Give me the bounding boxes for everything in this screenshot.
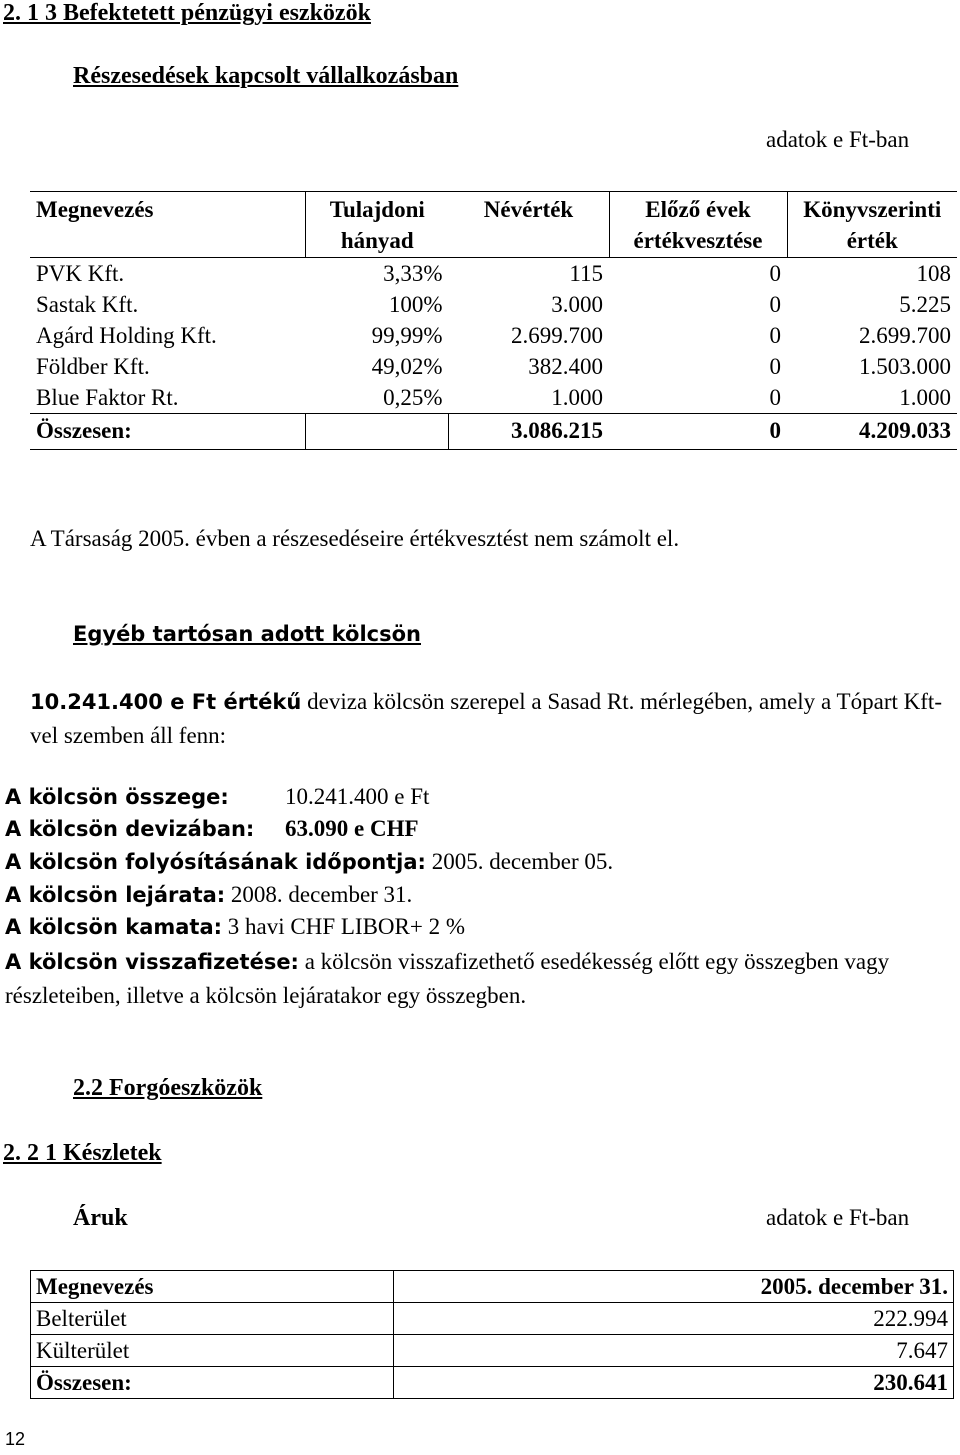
cell-book-value: 5.225 (899, 292, 951, 317)
table-row (30, 289, 957, 320)
cell-name: Földber Kft. (36, 354, 150, 379)
table-row (30, 258, 957, 290)
loan-interest-label: A kölcsön kamata: (5, 915, 223, 939)
page-number: 12 (5, 1429, 26, 1449)
loan-disbursement-line (5, 846, 613, 878)
unit-note: adatok e Ft-ban (766, 127, 910, 152)
table-row (31, 1335, 954, 1367)
impairment-note: A Társaság 2005. évben a részesedéseire értékvesztést nem számolt el. (30, 526, 680, 551)
loan-disbursement-label: A kölcsön folyósításának időpontja: (5, 850, 426, 874)
header-nominal: Névérték (449, 192, 610, 258)
loan-maturity-line (5, 879, 412, 911)
header-book-value: Könyvszerinti érték (787, 192, 957, 258)
table-row (30, 320, 957, 351)
participations-table (30, 191, 957, 450)
goods-total-value: 230.641 (393, 1367, 953, 1399)
cell-nominal: 1.000 (551, 385, 603, 410)
loan-intro-amount: 10.241.400 e Ft értékű (30, 690, 302, 714)
cell-name: PVK Kft. (36, 261, 125, 286)
table-row (31, 1303, 954, 1335)
cell-book-value: 2.699.700 (859, 323, 951, 348)
loan-amount-label: A kölcsön összege: (5, 785, 229, 809)
loan-maturity-label: A kölcsön lejárata: (5, 883, 226, 907)
current-assets-title: 2.2 Forgóeszközök (73, 1075, 263, 1101)
cell-nominal: 115 (569, 261, 603, 286)
loan-currency-label: A kölcsön devizában: (5, 817, 255, 841)
loan-repayment-label: A kölcsön visszafizetése: (5, 950, 299, 974)
cell-nominal: 3.000 (551, 292, 603, 317)
goods-header-name: Megnevezés (31, 1271, 394, 1303)
loan-currency-value: 63.090 e CHF (285, 816, 419, 841)
goods-cell-value: 7.647 (393, 1335, 953, 1367)
goods-title: Áruk (73, 1205, 128, 1231)
goods-total-label: Összesen: (31, 1367, 394, 1399)
cell-name: Blue Faktor Rt. (36, 385, 179, 410)
total-impairment: 0 (609, 414, 787, 450)
cell-book-value: 108 (916, 261, 951, 286)
cell-nominal: 382.400 (528, 354, 603, 379)
cell-share: 99,99% (371, 323, 443, 348)
loan-disbursement-value: 2005. december 05. (425, 849, 614, 874)
cell-nominal: 2.699.700 (511, 323, 603, 348)
loan-repayment-value: a kölcsön visszafizethető esedékesség előtt egy összegben vagy részleteiben, illetve a kölcsön lejáratakor egy összegben. (5, 949, 890, 1008)
cell-name: Agárd Holding Kft. (36, 323, 217, 348)
inventory-title: 2. 2 1 Készletek (3, 1140, 162, 1166)
loan-interest-line (5, 911, 465, 943)
total-share (306, 414, 449, 450)
loan-title: Egyéb tartósan adott kölcsön (73, 622, 421, 646)
loan-interest-value: 3 havi CHF LIBOR+ 2 % (222, 914, 466, 939)
cell-impairment: 0 (769, 385, 781, 410)
header-name: Megnevezés (30, 192, 306, 258)
table-row (30, 382, 957, 414)
cell-impairment: 0 (769, 261, 781, 286)
cell-share: 3,33% (383, 261, 443, 286)
header-prior-impairment: Előző évek értékvesztése (609, 192, 787, 258)
table-total-row (30, 414, 957, 450)
loan-maturity-value: 2008. december 31. (225, 882, 413, 907)
goods-cell-name: Külterület (31, 1335, 394, 1367)
subsection-title: Részesedések kapcsolt vállalkozásban (73, 63, 459, 89)
loan-currency-line (5, 813, 419, 845)
section-title: 2. 1 3 Befektetett pénzügyi eszközök (3, 0, 371, 26)
goods-cell-name: Belterület (31, 1303, 394, 1335)
loan-repayment (5, 945, 945, 1012)
goods-header-date: 2005. december 31. (393, 1271, 953, 1303)
goods-total-row (31, 1367, 954, 1399)
total-book-value: 4.209.033 (787, 414, 957, 450)
goods-cell-value: 222.994 (393, 1303, 953, 1335)
cell-share: 0,25% (383, 385, 443, 410)
goods-table (30, 1270, 954, 1399)
loan-intro (30, 685, 942, 752)
loan-intro-text: deviza kölcsön szerepel a Sasad Rt. mérlegében, amely a Tópart Kft-vel szemben áll fenn: (30, 689, 942, 748)
cell-impairment: 0 (769, 323, 781, 348)
cell-impairment: 0 (769, 292, 781, 317)
cell-book-value: 1.503.000 (859, 354, 951, 379)
cell-share: 49,02% (371, 354, 443, 379)
header-share: Tulajdoni hányad (306, 192, 449, 258)
table-header-row (30, 192, 957, 258)
cell-name: Sastak Kft. (36, 292, 139, 317)
goods-header-row (31, 1271, 954, 1303)
cell-share: 100% (388, 292, 443, 317)
cell-impairment: 0 (769, 354, 781, 379)
loan-amount-value: 10.241.400 e Ft (285, 784, 430, 809)
table-row (30, 351, 957, 382)
goods-unit-note: adatok e Ft-ban (766, 1205, 910, 1230)
cell-book-value: 1.000 (899, 385, 951, 410)
loan-amount-line (5, 781, 430, 813)
total-nominal: 3.086.215 (449, 414, 610, 450)
total-label: Összesen: (30, 414, 306, 450)
